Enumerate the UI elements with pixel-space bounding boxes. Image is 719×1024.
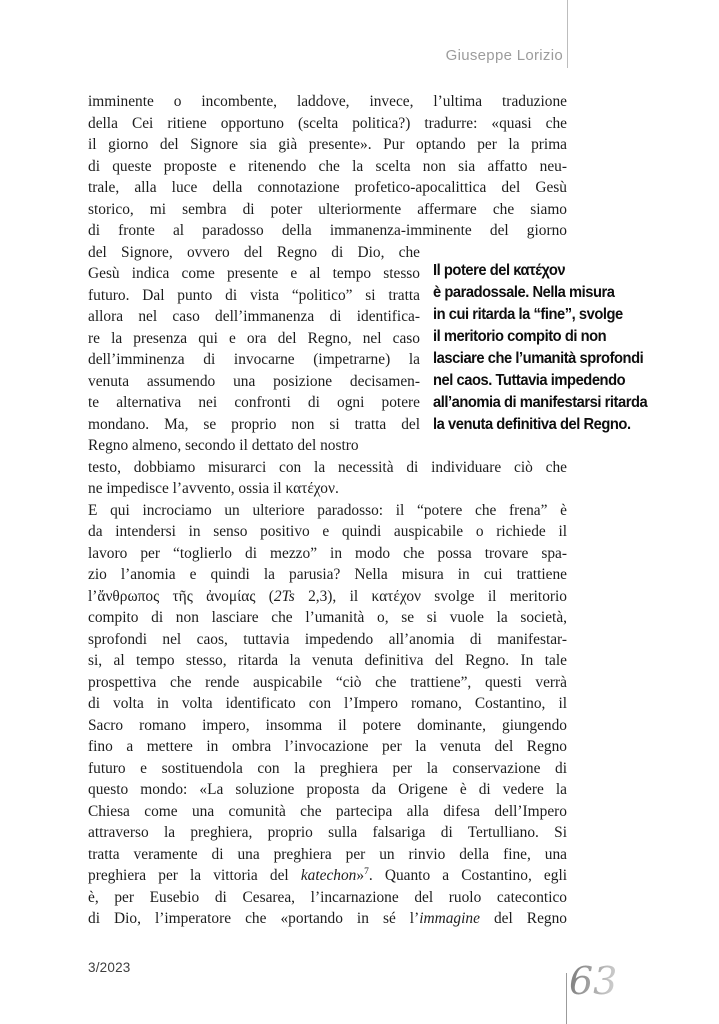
- text-segment: prospettiva che rende auspicabile “ciò che trattiene”, questi verrà: [88, 673, 567, 691]
- text-segment: Sacro romano impero, insomma il potere dominante, giungendo: [88, 716, 567, 734]
- text-segment: di queste proposte e ritenendo che la scelta non sia affatto neu-: [88, 157, 567, 175]
- pull-quote-line: [433, 370, 696, 392]
- text-segment: da intendersi in senso positivo e quindi auspicabile o richiede il: [88, 523, 567, 540]
- text-line: [88, 758, 567, 780]
- text-line: [88, 457, 567, 479]
- footer-vertical-rule: [566, 973, 567, 1024]
- text-line: [88, 134, 567, 156]
- text-segment: l’ἄνθρωπος τῆς ἀνομίας (: [88, 587, 274, 605]
- text-segment: è paradossale. Nella misura: [433, 284, 615, 301]
- pull-quote-line: [433, 348, 696, 370]
- text-line: [88, 908, 567, 930]
- pull-quote-line: [433, 326, 696, 348]
- text-line: [88, 414, 420, 436]
- text-segment: attraverso la preghiera, proprio sulla falsariga di Tertulliano. Si: [88, 824, 567, 841]
- text-line: [88, 349, 420, 371]
- text-segment: lasciare che l’umanità sprofondi: [433, 350, 644, 367]
- text-line: [88, 607, 567, 629]
- text-segment: futuro. Dal punto di vista “politico” si tratta: [88, 286, 420, 304]
- text-segment: di Dio, l’imperatore che «portando in sé l’: [88, 910, 420, 927]
- text-line: [88, 693, 567, 715]
- text-segment: fino a mettere in ombra l’invocazione per la venuta del Regno: [88, 738, 567, 755]
- pull-quote-line: [433, 282, 696, 304]
- text-line: [88, 844, 567, 866]
- text-line: [88, 521, 567, 543]
- page-number: 63: [569, 959, 618, 1003]
- text-segment: zio l’anomia e quindi la parusia? Nella misura in cui trattiene: [88, 566, 567, 583]
- text-line: [88, 328, 420, 350]
- text-line: [88, 156, 567, 178]
- text-line: [88, 715, 567, 737]
- text-segment: Gesù indica come presente e al tempo stesso: [88, 265, 420, 282]
- text-segment: . Quanto a Costantino, egli: [368, 867, 567, 884]
- text-line: [88, 392, 420, 414]
- text-line: [88, 865, 567, 887]
- text-segment: trale, alla luce della connotazione profetico-apocalittica del Gesù: [88, 179, 567, 196]
- text-segment: lavoro per “toglierlo di mezzo” in modo che possa trovare spa-: [88, 544, 567, 562]
- pull-quote-line: [433, 392, 696, 414]
- text-segment: il meritorio compito di non: [433, 328, 607, 345]
- text-segment: storico, mi sembra di poter ulteriormente affermare che siamo: [88, 200, 567, 218]
- running-header-author: Giuseppe Lorizio: [445, 47, 563, 64]
- text-line: [88, 822, 567, 844]
- text-segment: questo mondo: «La soluzione proposta da Origene è di vedere la: [88, 781, 567, 798]
- text-line: [88, 177, 567, 199]
- text-line: [88, 220, 567, 242]
- text-segment: del Signore, ovvero del Regno di Dio, che: [88, 243, 420, 261]
- italic-segment: 2Ts: [273, 587, 295, 605]
- italic-segment: katechon: [300, 867, 357, 884]
- text-segment: imminente o incombente, laddove, invece, l’ultima traduzione: [88, 93, 567, 110]
- footnote-ref: 7: [364, 867, 369, 877]
- text-segment: mondano. Ma, se proprio non si tratta del: [88, 415, 420, 433]
- footer-issue-label: 3/2023: [88, 960, 131, 975]
- text-segment: è, per Eusebio di Cesarea, l’incarnazione del ruolo catecontico: [88, 888, 567, 906]
- text-segment: allora nel caso dell’immanenza di identifica-: [88, 308, 420, 325]
- text-segment: sprofondi nel caos, tuttavia impedendo all’anomia di manifestar-: [88, 630, 567, 648]
- text-line: [88, 736, 567, 758]
- text-segment: »: [356, 867, 365, 884]
- text-line: [88, 435, 420, 457]
- text-line: [88, 650, 567, 672]
- text-line: [88, 564, 567, 586]
- header-vertical-rule: [567, 0, 568, 68]
- italic-segment: immagine: [419, 910, 480, 927]
- text-segment: E qui incrociamo un ulteriore paradosso: il “potere che frena” è: [88, 501, 567, 519]
- text-line: [88, 586, 567, 608]
- text-line: [88, 543, 567, 565]
- text-line: [88, 371, 420, 393]
- text-segment: re la presenza qui e ora del Regno, nel caso: [88, 329, 420, 347]
- text-line: [88, 242, 420, 264]
- text-line: [88, 779, 567, 801]
- text-line: [88, 263, 420, 285]
- text-segment: si, al tempo stesso, ritarda la venuta definitiva del Regno. In tale: [88, 652, 567, 669]
- text-segment: dell’imminenza di invocarne (impetrarne) la: [88, 351, 420, 368]
- text-segment: ne impedisce l’avvento, ossia il κατέχον.: [88, 480, 339, 497]
- body-text-column: [88, 91, 567, 930]
- text-line: [88, 91, 567, 113]
- pull-quote: [433, 260, 719, 436]
- text-segment: 2,3), il κατέχον svolge il meritorio: [294, 587, 567, 605]
- text-line: [88, 478, 567, 500]
- text-segment: in cui ritarda la “fine”, svolge: [433, 306, 623, 323]
- text-segment: preghiera per la vittoria del: [88, 867, 301, 884]
- text-segment: Il potere del κατέχον: [433, 262, 566, 279]
- text-line: [88, 500, 567, 522]
- text-segment: testo, dobbiamo misurarci con la necessità di individuare ciò che: [88, 458, 567, 476]
- text-segment: il giorno del Signore sia già presente». Pur optando per la prima: [88, 136, 567, 153]
- text-line: [88, 801, 567, 823]
- text-line: [88, 887, 567, 909]
- text-segment: di volta in volta identificato con l’Impero romano, Costantino, il: [88, 695, 567, 712]
- text-line: [88, 199, 567, 221]
- text-segment: la venuta definitiva del Regno.: [433, 416, 631, 433]
- text-segment: nel caos. Tuttavia impedendo: [433, 372, 626, 389]
- text-line: [88, 113, 567, 135]
- text-segment: della Cei ritiene opportuno (scelta politica?) tradurre: «quasi che: [88, 114, 567, 132]
- text-line: [88, 285, 420, 307]
- text-line: [88, 306, 420, 328]
- pull-quote-line: [433, 260, 696, 282]
- text-segment: del Regno: [479, 910, 567, 927]
- text-segment: Regno almeno, secondo il dettato del nostro: [88, 437, 359, 454]
- text-segment: futuro e sostituendola con la preghiera per la conservazione di: [88, 759, 567, 777]
- text-segment: te alternativa nei confronti di ogni potere: [88, 394, 420, 411]
- pull-quote-line: [433, 414, 696, 436]
- text-segment: compito di non lasciare che l’umanità o, se si vuole la società,: [88, 609, 567, 626]
- text-line: [88, 672, 567, 694]
- text-segment: di fronte al paradosso della immanenza-imminente del giorno: [88, 222, 567, 239]
- text-segment: venuta assumendo una posizione decisamen-: [88, 372, 420, 390]
- text-segment: Chiesa come una comunità che partecipa alla difesa dell’Impero: [88, 802, 567, 820]
- text-segment: all’anomia di manifestarsi ritarda: [433, 394, 648, 411]
- text-line: [88, 629, 567, 651]
- text-segment: tratta veramente di una preghiera per un rinvio della fine, una: [88, 845, 567, 863]
- pull-quote-line: [433, 304, 696, 326]
